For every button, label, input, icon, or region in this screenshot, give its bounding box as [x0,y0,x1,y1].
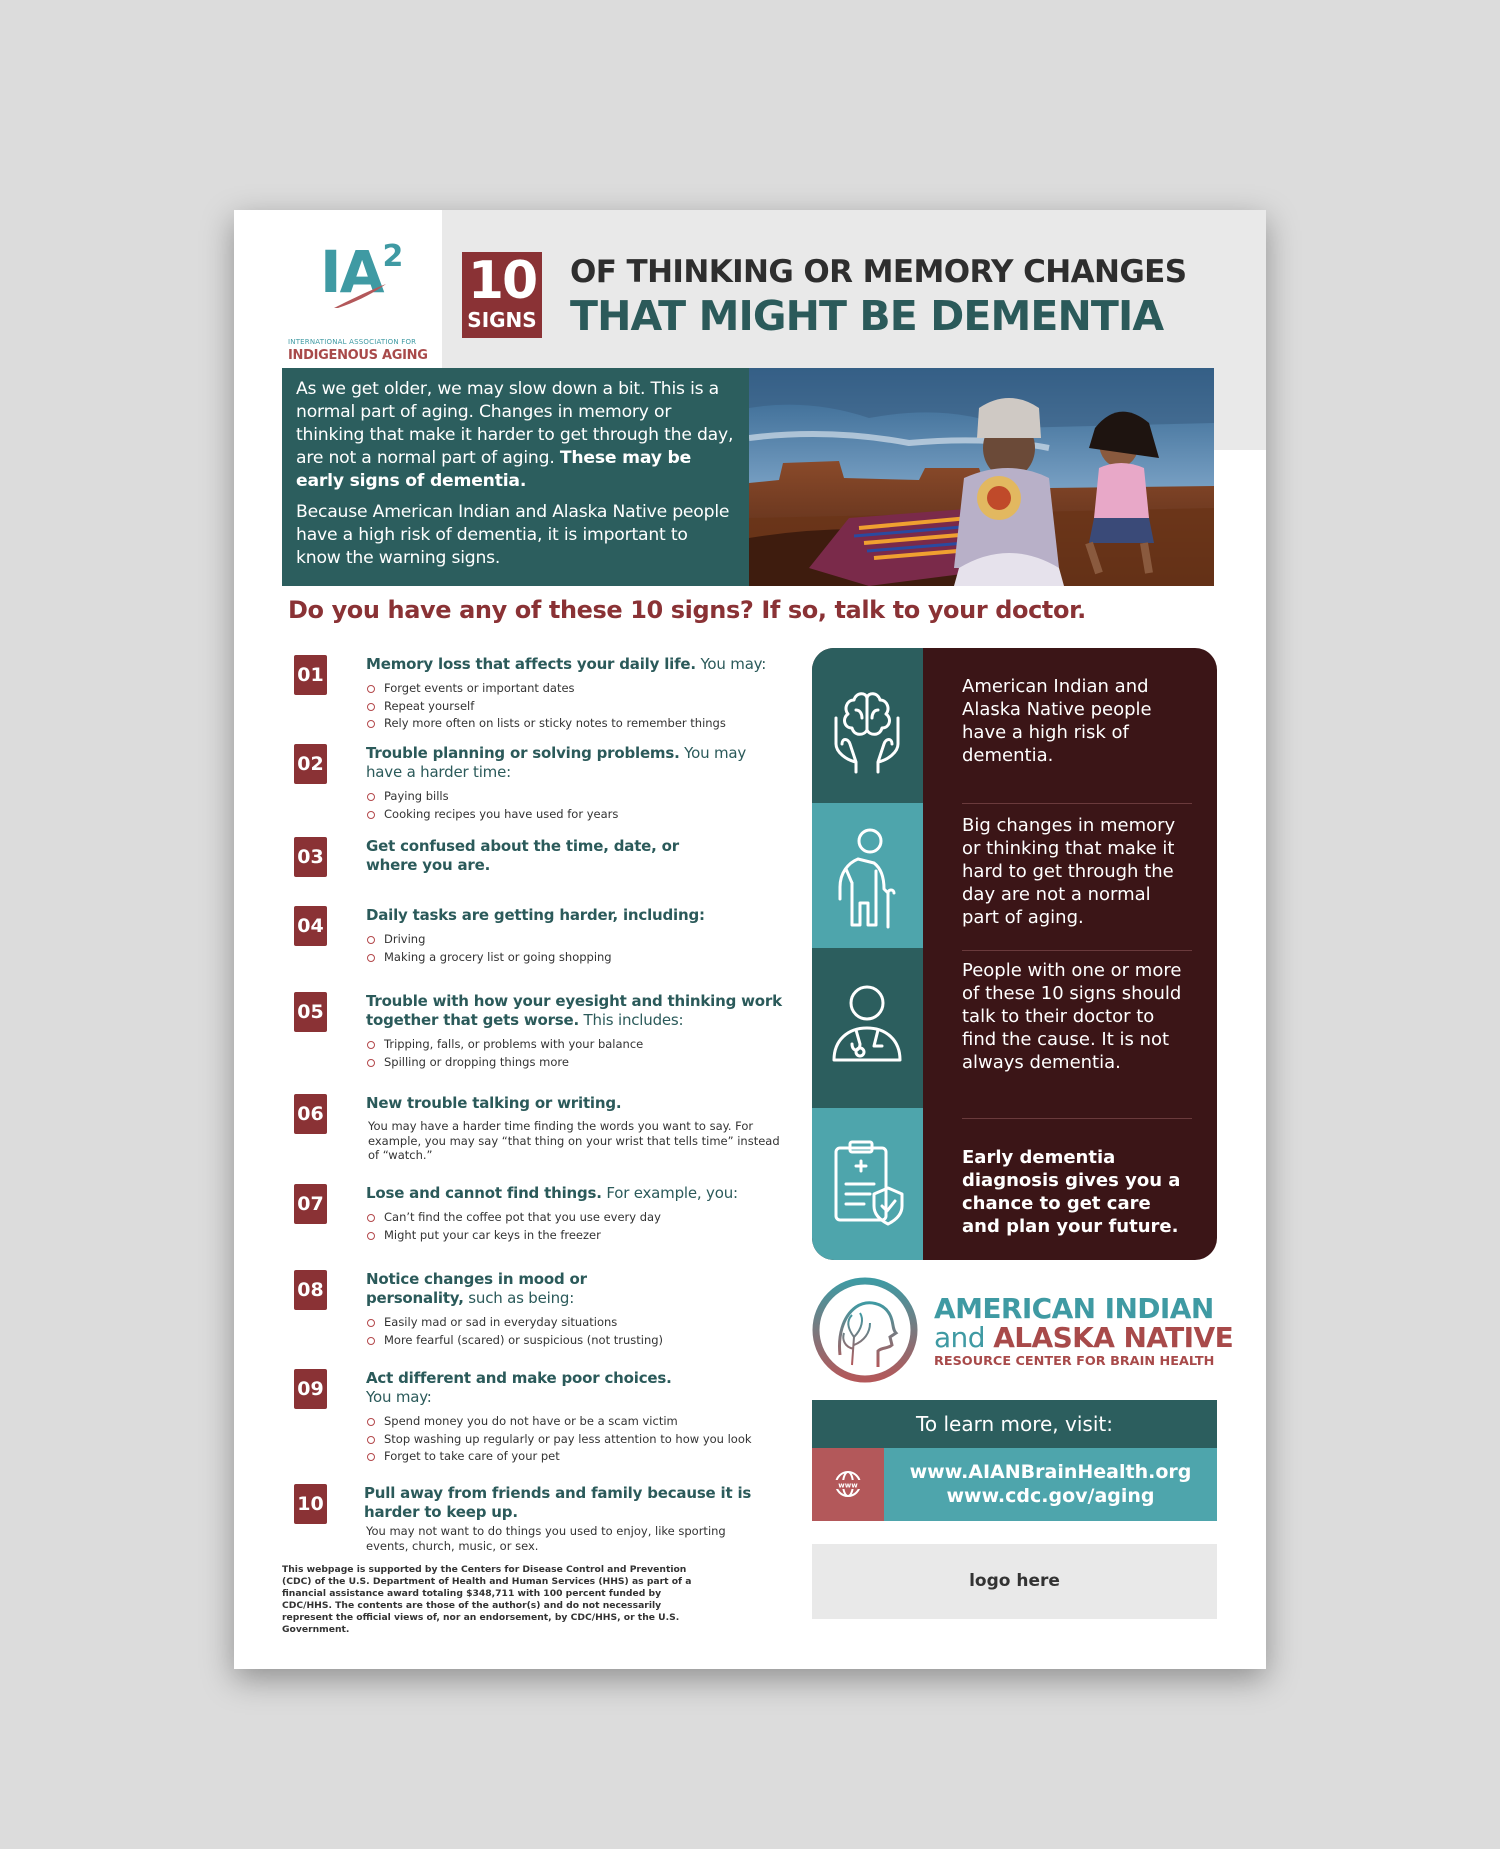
bullet: Spilling or dropping things more [366,1054,786,1072]
bullet: Driving [366,931,786,949]
elderly-person-cane-icon [812,803,923,948]
signs-label: SIGNS [467,308,537,332]
bullet: More fearful (scared) or suspicious (not trusting) [366,1332,786,1350]
sign-number: 01 [294,655,327,695]
bullet: Easily mad or sad in everyday situations [366,1314,786,1332]
panel-fact-4: Early dementia diagnosis gives you a chance to get care and plan your future. [962,1147,1181,1237]
sign-bullets [366,931,786,966]
sign-title: Notice changes in mood or personality, such as being: [366,1270,587,1307]
brain-hands-icon [812,648,923,803]
sign-number: 09 [294,1369,327,1409]
sign-number: 05 [294,992,327,1032]
logo-org-line1: INTERNATIONAL ASSOCIATION FOR [288,338,417,346]
clipboard-shield-icon [812,1108,923,1260]
intro-paragraph-1: As we get older, we may slow down a bit. This is a normal part of aging. Changes in memory or thinking that make it harder to get through the day, are not a normal part of aging. These may be early signs of dementia. [296,379,734,491]
bullet: Cooking recipes you have used for years [366,806,786,824]
panel-icon-cell [812,648,923,803]
bullet: Forget to take care of your pet [366,1448,786,1466]
sign-paragraph: You may not want to do things you used to enjoy, like sporting events, church, music, or sex. [366,1524,726,1553]
sign-number: 06 [294,1094,327,1134]
sign-title: Trouble planning or solving problems. You may have a harder time: [366,744,747,781]
sign-title: Memory loss that affects your daily life. You may: [366,655,767,673]
globe-label: www [838,1481,858,1490]
logo-mark: $IA^2$ [320,238,402,306]
logo-placeholder: logo here [812,1544,1217,1619]
ia2-logo [288,238,428,363]
sign-title: Pull away from friends and family because it is harder to keep up. [364,1484,752,1521]
intro-box [282,368,749,586]
bullet: Making a grocery list or going shopping [366,949,786,967]
bullet: Forget events or important dates [366,680,786,698]
panel-icon-cell [812,803,923,948]
resource-center-line2: and ALASKA NATIVE [934,1321,1234,1354]
panel-fact-3: People with one or more of these 10 signs should talk to their doctor to find the cause. It is not always dementia. [962,960,1182,1073]
panel-icon-cell [812,948,923,1108]
question-heading: Do you have any of these 10 signs? If so, talk to your doctor. [288,596,1086,624]
sign-title: Lose and cannot find things. For example, you: [366,1184,738,1202]
sign-number: 04 [294,906,327,946]
sign-bullets [366,788,786,823]
flyer-page [234,210,1266,1669]
intro-paragraph-2: Because American Indian and Alaska Native people have a high risk of dementia, it is important to know the warning signs. [296,502,730,568]
ten-signs-badge [462,252,542,338]
bullet: Paying bills [366,788,786,806]
panel-fact-2: Big changes in memory or thinking that make it hard to get through the day are not a normal part of aging. [962,815,1176,928]
sign-number: 03 [294,837,327,877]
title-line2: THAT MIGHT BE DEMENTIA [570,292,1164,340]
feather-icon [332,282,388,310]
sign-number: 02 [294,744,327,784]
sign-bullets [366,1314,786,1349]
sign-bullets [366,1036,786,1071]
resource-center-line1: AMERICAN INDIAN [934,1292,1214,1325]
panel-divider [962,1118,1192,1119]
doctor-icon [812,948,923,1108]
globe-box [812,1448,884,1521]
panel-divider [962,803,1192,804]
learn-more-heading: To learn more, visit: [812,1400,1217,1448]
sign-number: 10 [294,1484,327,1524]
bullet: Rely more often on lists or sticky notes to remember things [366,715,786,733]
sign-paragraph: You may have a harder time finding the words you want to say. For example, you may say “that thing on your wrist that tells time” instead of “watch.” [368,1119,780,1162]
resource-center-logo [812,1277,918,1383]
resource-center-line3: RESOURCE CENTER FOR BRAIN HEALTH [934,1354,1215,1369]
sign-title: Act different and make poor choices. You may: [366,1369,672,1406]
bullet: Spend money you do not have or be a scam victim [366,1413,786,1431]
sign-title: New trouble talking or writing. [366,1094,622,1112]
bullet: Can’t find the coffee pot that you use every day [366,1209,786,1227]
facts-panel [812,648,1217,1260]
link-cdc-aging[interactable]: www.cdc.gov/aging [946,1485,1155,1507]
sign-title: Trouble with how your eyesight and thinking work together that gets worse. This includes: [366,992,782,1029]
sign-title: Daily tasks are getting harder, including: [366,906,705,924]
sign-number: 07 [294,1184,327,1224]
globe-www-icon [812,1448,884,1521]
bullet: Might put your car keys in the freezer [366,1227,786,1245]
sign-bullets [366,1209,786,1244]
panel-fact-1: American Indian and Alaska Native people have a high risk of dementia. [962,676,1152,766]
title-line1: OF THINKING OR MEMORY CHANGES [570,254,1187,290]
logo-org-line2: INDIGENOUS AGING [288,348,428,363]
bullet: Stop washing up regularly or pay less attention to how you look [366,1431,786,1449]
funding-disclaimer: This webpage is supported by the Centers for Disease Control and Prevention (CDC) of the U.S. Department of Health and Human Services (HHS) as part of a financial assistance award totaling $348,711 with 100 percent funded by CDC/HHS. The contents are those of the author(s) and do not necessarily represent the official views of, nor an endorsement, by CDC/HHS, or the U.S. Government. [282,1564,692,1635]
sign-title: Get confused about the time, date, or where you are. [366,837,679,874]
ten-number: 10 [467,251,537,311]
sign-bullets [366,680,786,733]
sign-bullets [366,1413,786,1466]
panel-icon-cell [812,1108,923,1260]
elder-and-child-photo [749,368,1214,586]
link-aian-brain-health[interactable]: www.AIANBrainHealth.org [909,1461,1192,1483]
panel-divider [962,950,1192,951]
links-list [884,1460,1217,1508]
links-box [812,1448,1217,1521]
bullet: Tripping, falls, or problems with your balance [366,1036,786,1054]
sign-number: 08 [294,1270,327,1310]
bullet: Repeat yourself [366,698,786,716]
